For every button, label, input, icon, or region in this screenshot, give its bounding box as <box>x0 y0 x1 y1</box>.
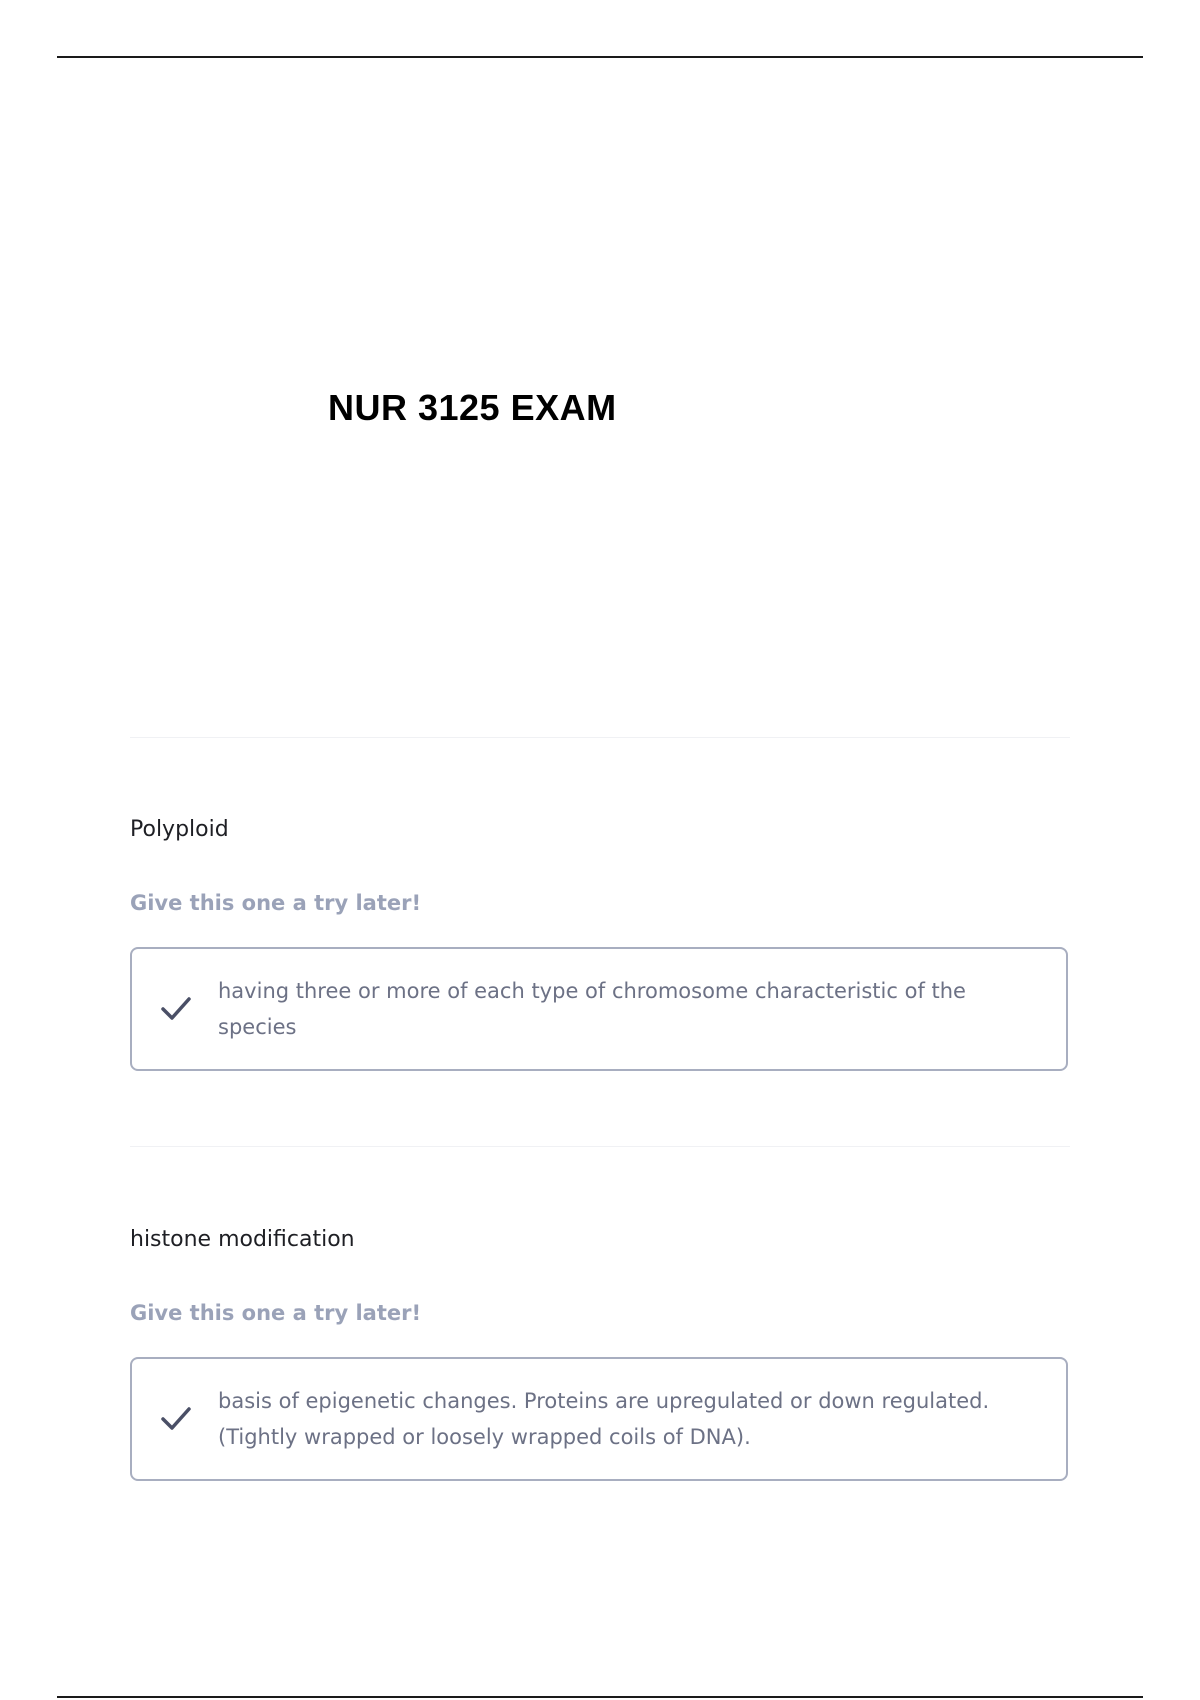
answer-box[interactable] <box>130 1357 1068 1481</box>
answer-text: basis of epigenetic changes. Proteins are upregulated or down regulated. (Tightly wrapped or loosely wrapped coils of DNA). <box>218 1389 990 1449</box>
card-hint: Give this one a try later! <box>130 891 422 915</box>
answer-text: having three or more of each type of chromosome characteristic of the species <box>218 979 966 1039</box>
bottom-rule <box>57 1696 1143 1698</box>
section-divider <box>130 737 1070 738</box>
check-icon <box>160 1405 192 1433</box>
card-hint: Give this one a try later! <box>130 1301 422 1325</box>
card-term: Polyploid <box>130 817 229 842</box>
check-icon <box>160 995 192 1023</box>
top-rule <box>57 56 1143 58</box>
card-term: histone modification <box>130 1227 355 1252</box>
section-divider <box>130 1146 1070 1147</box>
document-title: NUR 3125 EXAM <box>328 387 617 428</box>
answer-box[interactable] <box>130 947 1068 1071</box>
